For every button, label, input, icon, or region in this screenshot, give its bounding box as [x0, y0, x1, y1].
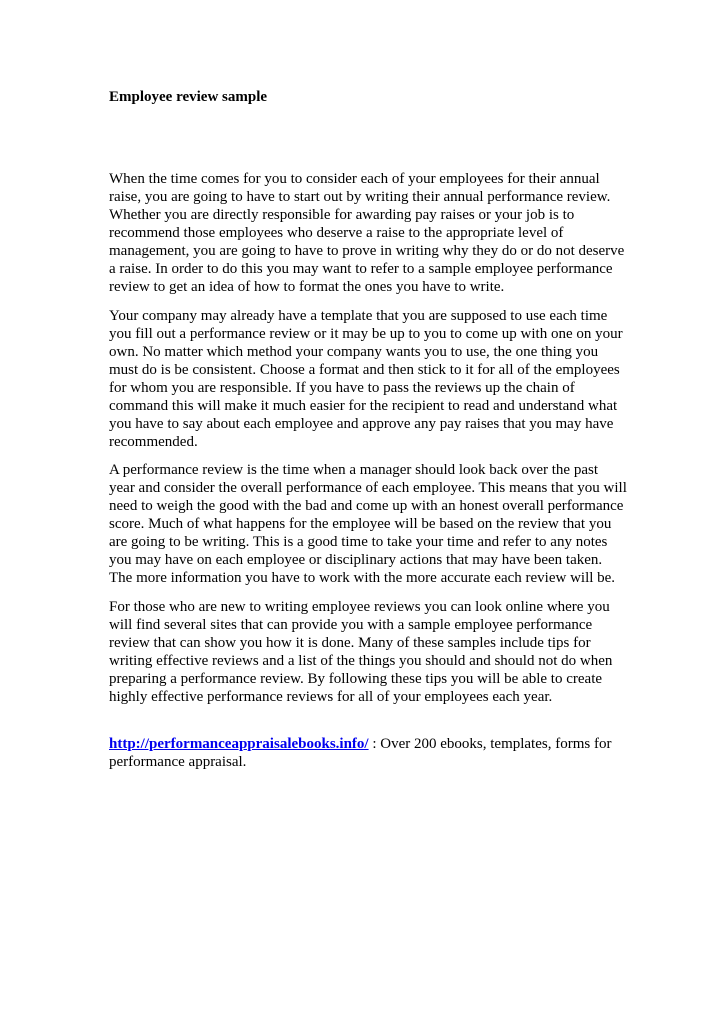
- paragraph-line: command this will make it much easier for the recipient to read and understand what: [109, 398, 618, 414]
- paragraph-line: will find several sites that can provide you with a sample employee performance: [109, 617, 593, 633]
- paragraph-line: recommend those employees who deserve a raise to the appropriate level of: [109, 225, 564, 241]
- paragraph-line: own. No matter which method your company wants you to use, the one thing you: [109, 344, 599, 360]
- footer-line-2: performance appraisal.: [109, 754, 247, 770]
- paragraph-line: preparing a performance review. By following these tips you will be able to create: [109, 671, 603, 687]
- paragraph-2: [109, 307, 629, 451]
- paragraph-1: [109, 170, 629, 296]
- footer-line-1: [109, 735, 629, 753]
- paragraph-line: Whether you are directly responsible for awarding pay raises or your job is to: [109, 207, 575, 223]
- paragraph-line: must do is be consistent. Choose a format and then stick to it for all of the employees: [109, 362, 620, 378]
- paragraph-line: Your company may already have a template that you are supposed to use each time: [109, 308, 608, 324]
- paragraph-line: need to weigh the good with the bad and come up with an honest overall performance: [109, 498, 624, 514]
- paragraph-line: management, you are going to have to prove in writing why they do or do not deserve: [109, 243, 625, 259]
- paragraph-line: you may have on each employee or disciplinary actions that may have been taken.: [109, 552, 603, 568]
- paragraph-line: recommended.: [109, 434, 198, 450]
- paragraph-line: When the time comes for you to consider each of your employees for their annual: [109, 171, 600, 187]
- footer-description: : Over 200 ebooks, templates, forms for: [368, 736, 612, 752]
- paragraph-4: [109, 598, 629, 706]
- paragraph-line: The more information you have to work with the more accurate each review will be.: [109, 570, 616, 586]
- paragraph-line: raise, you are going to have to start out by writing their annual performance review.: [109, 189, 611, 205]
- paragraph-line: you fill out a performance review or it may be up to you to come up with one on your: [109, 326, 623, 342]
- footer-note: [109, 735, 629, 771]
- paragraph-line: highly effective performance reviews for all of your employees each year.: [109, 689, 553, 705]
- ebooks-link[interactable]: http://performanceappraisalebooks.info/: [109, 736, 369, 752]
- paragraph-line: a raise. In order to do this you may want to refer to a sample employee performance: [109, 261, 613, 277]
- paragraph-line: review to get an idea of how to format the ones you have to write.: [109, 279, 505, 295]
- paragraph-line: A performance review is the time when a manager should look back over the past: [109, 462, 599, 478]
- paragraph-3: [109, 461, 629, 587]
- paragraph-line: for whom you are responsible. If you have to pass the reviews up the chain of: [109, 380, 575, 396]
- paragraph-line: For those who are new to writing employee reviews you can look online where you: [109, 599, 610, 615]
- paragraph-line: are going to be writing. This is a good time to take your time and refer to any notes: [109, 534, 608, 550]
- paragraph-line: review that can show you how it is done. Many of these samples include tips for: [109, 635, 591, 651]
- paragraph-line: writing effective reviews and a list of the things you should and should not do when: [109, 653, 613, 669]
- paragraph-line: you have to say about each employee and approve any pay raises that you may have: [109, 416, 614, 432]
- paragraph-line: year and consider the overall performance of each employee. This means that you will: [109, 480, 627, 496]
- paragraph-line: score. Much of what happens for the employee will be based on the review that you: [109, 516, 612, 532]
- document-title: Employee review sample: [109, 89, 268, 105]
